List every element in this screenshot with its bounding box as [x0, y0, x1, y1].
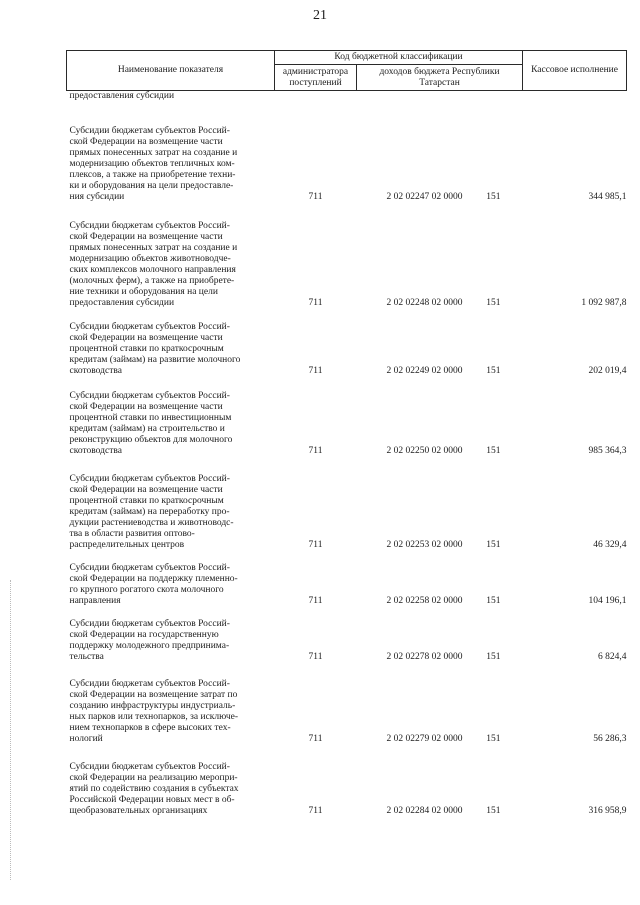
table-row [67, 203, 627, 309]
row-revenue-code: 2 02 02250 02 0000 [386, 445, 463, 456]
row-amount: 104 196,1 [588, 595, 627, 606]
row-revenue-code: 2 02 02249 02 0000 [386, 365, 463, 376]
row-name: Субсидии бюджетам субъектов Россий- ской Федерации на возмещение части процентной ставки по краткосрочным кредитам (займам) на переработку про- дукции растениеводства и животноводс- тва в области развития оптово- распределительных центров [69, 473, 234, 550]
row-amount: 985 364,3 [588, 445, 627, 456]
row-code-suffix: 151 [486, 805, 501, 816]
row-admin-code: 711 [308, 805, 323, 816]
row-code-suffix: 151 [486, 445, 501, 456]
row-admin-code: 711 [308, 297, 323, 308]
budget-revenue-table [66, 50, 627, 817]
row-code-suffix: 151 [486, 365, 501, 376]
row-revenue-code: 2 02 02279 02 0000 [386, 733, 463, 744]
table-row [67, 663, 627, 745]
row-amount: 344 985,1 [588, 191, 627, 202]
row-code-suffix: 151 [486, 297, 501, 308]
row-revenue-code: 2 02 02253 02 0000 [386, 539, 463, 550]
header-administrator: администратора поступлений [275, 65, 357, 91]
row-name: Субсидии бюджетам субъектов Россий- ской Федерации на возмещение части прямых понесенных затрат на создание и модернизацию объектов животноводче- ских комплексов молочного направления (молочных ферм), а также на приобрете- ние техники и оборудования на цели предоставления субсидии [69, 220, 238, 308]
row-admin-code: 711 [308, 191, 323, 202]
row-revenue-code: 2 02 02247 02 0000 [386, 191, 463, 202]
row-name: Субсидии бюджетам субъектов Россий- ской Федерации на реализацию меропри- ятий по содействию создания в субъектах Российской Федерации новых мест в об- щеобразовательных организациях [69, 761, 239, 816]
header-cash-execution: Кассовое исполнение [523, 51, 627, 91]
row-admin-code: 711 [308, 445, 323, 456]
row-code-suffix: 151 [486, 595, 501, 606]
row-name: Субсидии бюджетам субъектов Россий- ской Федерации на возмещение части процентной ставки по инвестиционным кредитам (займам) на строительство и реконструкцию объектов для молочного скотоводства [69, 390, 233, 456]
row-admin-code: 711 [308, 595, 323, 606]
table-row [67, 607, 627, 663]
row-name: Субсидии бюджетам субъектов Россий- ской Федерации на возмещение затрат по созданию инфраструктуры индустриаль- ных парков или технопарков, за исключе- нием технопарков в сфере высоких тех- нологий [69, 678, 239, 744]
row-admin-code: 711 [308, 365, 323, 376]
row-amount: 56 286,3 [593, 733, 627, 744]
row-amount: 316 958,9 [588, 805, 627, 816]
continuation-text: предоставления субсидии [69, 91, 175, 101]
header-classification-group: Код бюджетной классификации [275, 51, 523, 65]
row-amount: 6 824,4 [598, 651, 627, 662]
row-admin-code: 711 [308, 733, 323, 744]
row-code-suffix: 151 [486, 733, 501, 744]
row-revenue-code: 2 02 02284 02 0000 [386, 805, 463, 816]
table-row [67, 309, 627, 377]
row-revenue-code: 2 02 02278 02 0000 [386, 651, 463, 662]
row-amount: 46 329,4 [593, 539, 627, 550]
header-revenue-code: доходов бюджета Республики Татарстан [357, 65, 523, 91]
row-code-suffix: 151 [486, 191, 501, 202]
table-row [67, 105, 627, 203]
row-code-suffix: 151 [486, 539, 501, 550]
row-revenue-code: 2 02 02248 02 0000 [386, 297, 463, 308]
page-number: 21 [313, 8, 327, 23]
row-amount: 1 092 987,8 [581, 297, 627, 308]
table-row [67, 377, 627, 457]
table-row [67, 745, 627, 817]
table-row [67, 551, 627, 607]
row-name: Субсидии бюджетам субъектов Россий- ской Федерации на поддержку племенно- го крупного рогатого скота молочного направления [69, 562, 238, 606]
row-name: Субсидии бюджетам субъектов Россий- ской Федерации на возмещение части процентной ставки по краткосрочным кредитам (займам) на развитие молочного скотоводства [69, 321, 241, 376]
header-indicator-name: Наименование показателя [67, 51, 275, 91]
row-admin-code: 711 [308, 539, 323, 550]
table-row [67, 457, 627, 551]
scan-margin-specks [10, 580, 12, 880]
row-amount: 202 019,4 [588, 365, 627, 376]
row-name: Субсидии бюджетам субъектов Россий- ской Федерации на возмещение части прямых понесенных затрат на создание и модернизацию объектов тепличных ком- плексов, а также на приобретение техни- ки и оборудования на цели предоставле- ния субсидии [69, 125, 238, 202]
row-admin-code: 711 [308, 651, 323, 662]
row-name: Субсидии бюджетам субъектов Россий- ской Федерации на государственную поддержку молодежного предпринима- тельства [69, 618, 230, 662]
row-code-suffix: 151 [486, 651, 501, 662]
row-revenue-code: 2 02 02258 02 0000 [386, 595, 463, 606]
